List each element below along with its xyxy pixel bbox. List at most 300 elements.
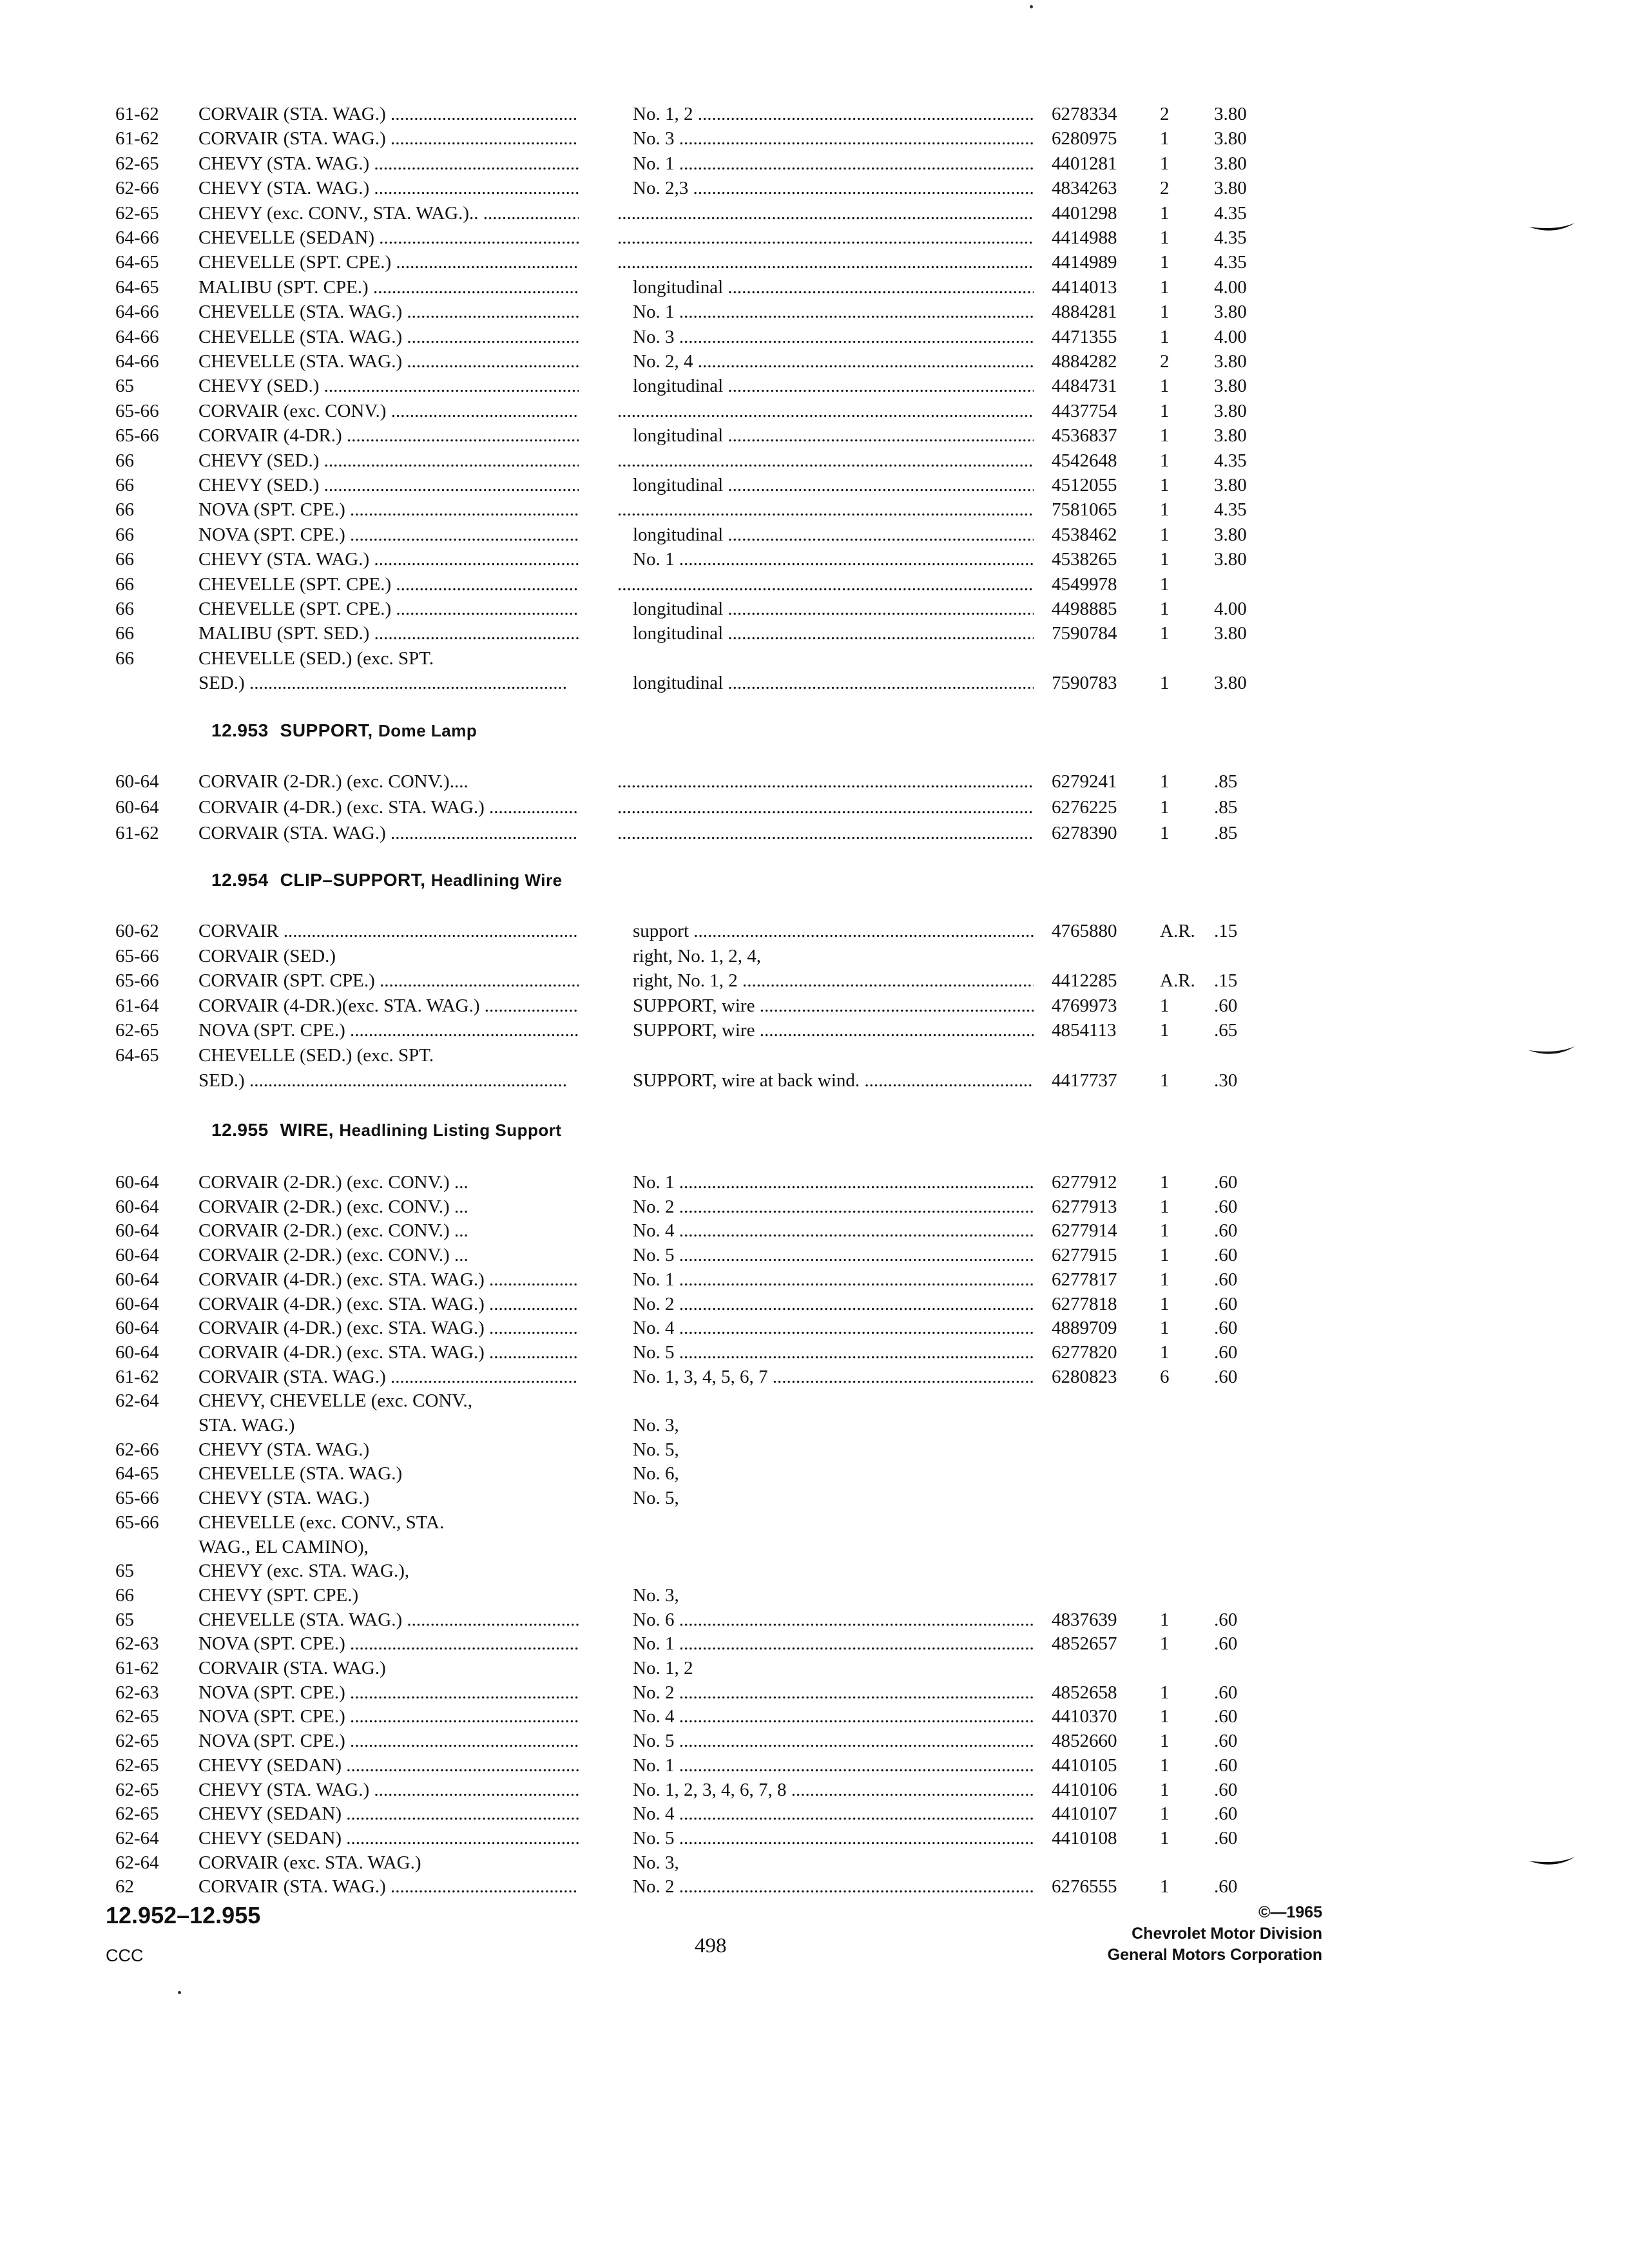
year-range: 66 [115,599,134,619]
part-number: 4889709 [1052,1318,1117,1339]
quantity: 1 [1160,1269,1170,1290]
year-range: 61-62 [115,823,159,843]
year-range: 60-62 [115,921,159,941]
corporation-name: General Motors Corporation [1107,1946,1322,1964]
model-name: CORVAIR (4-DR.) ..... [198,423,579,448]
model-name: CORVAIR (2-DR.) (exc. CONV.) ... [198,1220,468,1242]
quantity: 1 [1160,227,1170,248]
year-range: 66 [115,648,134,669]
part-description: No. 4 ..... [633,1218,1034,1243]
model-name: CORVAIR (STA. WAG.) ..... [198,1365,579,1389]
model-name: CHEVY (exc. STA. WAG.), [198,1561,410,1582]
price: 4.35 [1214,499,1247,521]
quantity: 1 [1160,425,1170,447]
model-name: CORVAIR (STA. WAG.) ..... [198,102,579,126]
part-description: No. 1 ..... [633,547,1034,572]
part-number: 4414989 [1052,252,1117,273]
model-name: CHEVY (STA. WAG.) ..... [198,176,579,200]
copyright-year: ©—1965 [1258,1903,1322,1921]
model-name: CORVAIR (SPT. CPE.) ..... [198,968,579,993]
part-description [617,795,1034,820]
part-number: 4538462 [1052,524,1117,545]
year-range: 60-64 [115,1245,159,1266]
section-number: 12.955 [211,1120,269,1140]
part-number: 6277912 [1052,1172,1117,1193]
section-title: CLIP–SUPPORT, [280,870,426,890]
price: .60 [1214,1731,1238,1752]
part-number: 4837639 [1052,1609,1117,1630]
part-description: No. 2,3 ..... [633,176,1034,200]
quantity: 1 [1160,1220,1170,1242]
quantity: 1 [1160,823,1170,843]
model-name: CHEVY (STA. WAG.) [198,1439,370,1460]
part-number: 6279241 [1052,771,1117,792]
year-range: 65 [115,1609,134,1630]
year-range: 60-64 [115,797,159,818]
part-number: 4410370 [1052,1706,1117,1727]
section-title: WIRE, [280,1120,334,1140]
part-description: No. 5, [633,1488,679,1509]
year-range: 60-64 [115,1220,159,1242]
quantity: 2 [1160,104,1170,124]
part-number: 4437754 [1052,400,1117,421]
quantity: 1 [1160,1754,1170,1776]
price: .60 [1214,1682,1238,1703]
part-number: 6277820 [1052,1341,1117,1363]
model-name: CORVAIR (STA. WAG.) ..... [198,821,579,845]
quantity: 1 [1160,1827,1170,1849]
model-name: NOVA (SPT. CPE.) ..... [198,1729,579,1753]
year-range: 65 [115,376,134,397]
price: 4.35 [1214,252,1247,273]
part-number: 4410107 [1052,1803,1117,1825]
model-name: CORVAIR (exc. STA. WAG.) [198,1852,421,1873]
model-name: CHEVY (SEDAN) ..... [198,1826,579,1850]
quantity: 1 [1160,276,1170,298]
price: 3.80 [1214,153,1247,174]
part-number: 4498885 [1052,599,1117,619]
quantity: 1 [1160,1318,1170,1339]
part-description: SUPPORT, wire ..... [633,1018,1034,1043]
price: .60 [1214,1779,1238,1800]
model-name: CHEVY (STA. WAG.) ..... [198,1778,579,1802]
quantity: A.R. [1160,970,1195,992]
price: 4.35 [1214,227,1247,248]
part-number: 6277817 [1052,1269,1117,1290]
quantity: 1 [1160,128,1170,149]
year-range: 62-63 [115,1682,159,1703]
year-range: 64-65 [115,276,159,298]
model-name: CHEVELLE (exc. CONV., STA. [198,1512,445,1533]
quantity: 1 [1160,995,1170,1016]
model-name: CHEVELLE (STA. WAG.) ..... [198,300,579,324]
price: 3.80 [1214,673,1247,694]
model-name: CORVAIR (SED.) [198,945,336,966]
quantity: 1 [1160,302,1170,323]
part-description [617,226,1034,250]
model-name: CORVAIR (4-DR.) (exc. STA. WAG.) ..... [198,795,579,820]
quantity: 1 [1160,499,1170,521]
price: 4.35 [1214,450,1247,471]
part-description [617,821,1034,845]
part-number: 4401281 [1052,153,1117,174]
part-number: 4401298 [1052,202,1117,224]
price: .15 [1214,970,1238,992]
price: .30 [1214,1070,1238,1091]
year-range: 65-66 [115,1512,159,1533]
model-name: CHEVELLE (SED.) (exc. SPT. [198,1045,434,1066]
part-number: 4549978 [1052,573,1117,595]
part-number: 6278334 [1052,104,1117,124]
part-number: 6277915 [1052,1245,1117,1266]
model-name: CHEVY (SEDAN) ..... [198,1753,579,1778]
price: 3.80 [1214,524,1247,545]
model-name: CHEVY (SED.) ..... [198,448,579,473]
part-number: 4769973 [1052,995,1117,1016]
part-number: 4412285 [1052,970,1117,992]
year-range: 61-62 [115,1658,159,1678]
model-name: CHEVELLE (SPT. CPE.) ..... [198,250,579,274]
model-name: CHEVELLE (SEDAN) ..... [198,226,579,250]
year-range: 62-65 [115,153,159,174]
section-heading-12-954 [211,870,563,890]
year-range: 65-66 [115,970,159,992]
quantity: 2 [1160,351,1170,372]
quantity: 1 [1160,252,1170,273]
price: 3.80 [1214,400,1247,421]
year-range: 62-66 [115,1439,159,1460]
year-range: 62-65 [115,1803,159,1825]
model-name: WAG., EL CAMINO), [198,1536,369,1557]
part-number: 4410105 [1052,1754,1117,1776]
part-description: No. 1 ..... [633,1631,1034,1656]
model-name: CHEVELLE (STA. WAG.) ..... [198,1608,579,1632]
part-description: longitudinal ..... [633,275,1034,300]
year-range: 64-65 [115,252,159,273]
year-range: 66 [115,1584,134,1606]
part-description [617,769,1034,794]
part-description [617,572,1034,597]
part-number: 4410106 [1052,1779,1117,1800]
price: .60 [1214,1172,1238,1193]
year-range: 65-66 [115,945,159,966]
price: .60 [1214,1706,1238,1727]
year-range: 62-65 [115,202,159,224]
year-range: 66 [115,450,134,471]
model-name: CORVAIR (4-DR.)(exc. STA. WAG.) ..... [198,994,579,1018]
part-description: No. 2 ..... [633,1292,1034,1316]
price: 3.80 [1214,351,1247,372]
year-range: 65-66 [115,425,159,447]
price: 3.80 [1214,104,1247,124]
quantity: 1 [1160,1803,1170,1825]
part-number: 4852658 [1052,1682,1117,1703]
year-range: 62-65 [115,1020,159,1041]
part-description [617,250,1034,274]
part-description [617,497,1034,522]
part-description: No. 6, [633,1463,679,1485]
part-number: 4484731 [1052,376,1117,397]
quantity: 1 [1160,1609,1170,1630]
part-description: longitudinal ..... [633,473,1034,497]
part-number: 4852660 [1052,1731,1117,1752]
year-range: 62-65 [115,1754,159,1776]
model-name: CORVAIR (exc. CONV.) ..... [198,399,579,423]
part-description: SUPPORT, wire at back wind. ..... [633,1068,1034,1093]
copyright-block [1108,1902,1322,1966]
quantity: 1 [1160,524,1170,545]
part-description: No. 4 ..... [633,1316,1034,1340]
model-name: MALIBU (SPT. SED.) ..... [198,621,579,646]
quantity: 1 [1160,1731,1170,1752]
part-number: 4414013 [1052,276,1117,298]
part-description: No. 1, 2, 3, 4, 6, 7, 8 ..... [633,1778,1034,1802]
part-description: right, No. 1, 2, 4, [633,945,761,966]
model-name: CHEVELLE (SED.) (exc. SPT. [198,648,434,669]
year-range: 64-66 [115,326,159,347]
model-name: CHEVY (STA. WAG.) [198,1488,370,1509]
year-range: 60-64 [115,1341,159,1363]
part-number: 7590783 [1052,673,1117,694]
page-range-label: 12.952–12.955 [106,1902,261,1928]
quantity: 1 [1160,623,1170,644]
price: 3.80 [1214,475,1247,495]
year-range: 66 [115,499,134,521]
year-range: 62-66 [115,178,159,199]
part-number: 4834263 [1052,178,1117,199]
price: .85 [1214,823,1238,843]
model-name: CORVAIR ..... [198,919,579,943]
model-name: CORVAIR (4-DR.) (exc. STA. WAG.) ..... [198,1267,579,1292]
part-number: 4854113 [1052,1020,1117,1041]
year-range: 65 [115,1561,134,1582]
model-name: CHEVELLE (SPT. CPE.) ..... [198,597,579,621]
model-name: CHEVY (SED.) ..... [198,473,579,497]
year-range: 60-64 [115,1196,159,1217]
year-range: 60-64 [115,1269,159,1290]
part-number: 4538265 [1052,549,1117,570]
quantity: 1 [1160,1706,1170,1727]
quantity: 1 [1160,1070,1170,1091]
quantity: 1 [1160,326,1170,347]
part-description: longitudinal ..... [633,671,1034,695]
quantity: 1 [1160,153,1170,174]
year-range: 64-66 [115,302,159,323]
section-heading-12-953 [211,720,477,741]
part-description: No. 1 ..... [633,1170,1034,1195]
model-name: CHEVY (SED.) ..... [198,374,579,398]
model-name: CORVAIR (2-DR.) (exc. CONV.) ... [198,1245,468,1266]
price: .60 [1214,1803,1238,1825]
model-name: CORVAIR (STA. WAG.) ..... [198,1874,579,1899]
part-description: longitudinal ..... [633,374,1034,398]
model-name: CHEVY (STA. WAG.) ..... [198,151,579,176]
part-description: No. 5 ..... [633,1243,1034,1267]
model-name: CHEVY (exc. CONV., STA. WAG.).. ..... [198,201,579,226]
part-description: No. 5, [633,1439,679,1460]
part-description: No. 3 ..... [633,126,1034,151]
part-description: No. 1 ..... [633,1753,1034,1778]
year-range: 65-66 [115,1488,159,1509]
speck-mark [178,1991,181,1994]
part-number: 4414988 [1052,227,1117,248]
quantity: 1 [1160,1341,1170,1363]
year-range: 61-62 [115,128,159,149]
price: .60 [1214,1341,1238,1363]
quantity: 1 [1160,599,1170,619]
model-name: CHEVY (SPT. CPE.) [198,1584,359,1606]
quantity: 1 [1160,573,1170,595]
section-subtitle: Dome Lamp [378,721,477,740]
model-name: SED.) ..... [198,1068,579,1093]
year-range: 64-65 [115,1463,159,1485]
part-number: 7581065 [1052,499,1117,521]
part-number: 6280823 [1052,1366,1117,1387]
part-number: 4542648 [1052,450,1117,471]
part-description: No. 2, 4 ..... [633,349,1034,374]
part-description: longitudinal ..... [633,621,1034,646]
price: .60 [1214,1609,1238,1630]
quantity: 1 [1160,1876,1170,1898]
price: .15 [1214,921,1238,941]
page-number: 498 [695,1934,727,1957]
price: 3.80 [1214,376,1247,397]
price: 4.00 [1214,326,1247,347]
year-range: 64-66 [115,227,159,248]
price: 3.80 [1214,178,1247,199]
year-range: 66 [115,573,134,595]
speck-mark [1030,5,1033,8]
section-heading-12-955 [211,1120,562,1140]
model-name: MALIBU (SPT. CPE.) ..... [198,275,579,300]
year-range: 60-64 [115,771,159,792]
model-name: CORVAIR (4-DR.) (exc. STA. WAG.) ..... [198,1292,579,1316]
model-name: CORVAIR (STA. WAG.) ..... [198,126,579,151]
price: .60 [1214,1366,1238,1387]
part-description: No. 5 ..... [633,1340,1034,1365]
year-range: 64-65 [115,1045,159,1066]
part-description: No. 3, [633,1852,679,1873]
part-description: No. 2 ..... [633,1195,1034,1219]
part-description: No. 1, 2 [633,1658,693,1678]
quantity: 1 [1160,400,1170,421]
quantity: 1 [1160,1196,1170,1217]
part-description: No. 1, 2 ..... [633,102,1034,126]
part-number: 6278390 [1052,823,1117,843]
binding-mark-icon [1528,1045,1575,1058]
year-range: 61-64 [115,995,159,1016]
model-name: CHEVY (STA. WAG.) ..... [198,547,579,572]
model-name: CORVAIR (4-DR.) (exc. STA. WAG.) ..... [198,1340,579,1365]
quantity: 1 [1160,797,1170,818]
model-name: CORVAIR (2-DR.) (exc. CONV.) ... [198,1196,468,1217]
year-range: 62-63 [115,1633,159,1655]
part-number: 4884282 [1052,351,1117,372]
part-number: 4765880 [1052,921,1117,941]
price: .60 [1214,1876,1238,1898]
model-name: CHEVY (SEDAN) ..... [198,1802,579,1826]
quantity: 1 [1160,202,1170,224]
part-number: 4417737 [1052,1070,1117,1091]
part-number: 4471355 [1052,326,1117,347]
part-description: No. 1 ..... [633,151,1034,176]
part-description: longitudinal ..... [633,523,1034,547]
part-number: 6277818 [1052,1293,1117,1314]
part-number: 6277914 [1052,1220,1117,1242]
model-name: CHEVELLE (STA. WAG.) [198,1463,403,1485]
part-number: 6280975 [1052,128,1117,149]
year-range: 66 [115,475,134,495]
binding-mark-icon [1528,222,1575,235]
part-description: longitudinal ..... [633,423,1034,448]
binding-mark-icon [1528,1856,1575,1869]
division-name: Chevrolet Motor Division [1132,1925,1322,1943]
year-range: 62-65 [115,1706,159,1727]
price: .60 [1214,1633,1238,1655]
model-name: STA. WAG.) [198,1415,295,1436]
part-description: No. 5 ..... [633,1826,1034,1850]
year-range: 66 [115,623,134,644]
price: 3.80 [1214,302,1247,323]
part-description: SUPPORT, wire ..... [633,994,1034,1018]
year-range: 60-64 [115,1172,159,1193]
part-number: 6277913 [1052,1196,1117,1217]
part-description: No. 2 ..... [633,1874,1034,1899]
model-name: CHEVELLE (STA. WAG.) ..... [198,325,579,349]
price: .85 [1214,771,1238,792]
quantity: 1 [1160,475,1170,495]
model-name: SED.) ..... [198,671,579,695]
quantity: 1 [1160,1245,1170,1266]
year-range: 62-65 [115,1731,159,1752]
year-range: 65-66 [115,400,159,421]
quantity: 1 [1160,771,1170,792]
part-description: No. 2 ..... [633,1680,1034,1705]
price: .60 [1214,1196,1238,1217]
price: 4.00 [1214,599,1247,619]
price: 3.80 [1214,128,1247,149]
quantity: 1 [1160,1779,1170,1800]
price: .60 [1214,1245,1238,1266]
section-number: 12.954 [211,870,269,890]
part-number: 4852657 [1052,1633,1117,1655]
price: .60 [1214,1318,1238,1339]
price: .85 [1214,797,1238,818]
part-description [617,399,1034,423]
quantity: 1 [1160,549,1170,570]
model-name: CHEVY, CHEVELLE (exc. CONV., [198,1390,473,1412]
model-name: NOVA (SPT. CPE.) ..... [198,1704,579,1729]
model-name: CORVAIR (STA. WAG.) [198,1658,386,1678]
section-number: 12.953 [211,720,269,740]
model-name: CHEVELLE (STA. WAG.) ..... [198,349,579,374]
price: .65 [1214,1020,1238,1041]
year-range: 66 [115,524,134,545]
quantity: 1 [1160,1633,1170,1655]
model-name: CORVAIR (2-DR.) (exc. CONV.) ... [198,1172,468,1193]
part-description: right, No. 1, 2 ..... [633,968,1034,993]
price: .60 [1214,1754,1238,1776]
year-range: 64-66 [115,351,159,372]
quantity: 1 [1160,1172,1170,1193]
year-range: 62-64 [115,1390,159,1412]
model-name: NOVA (SPT. CPE.) ..... [198,1680,579,1705]
year-range: 66 [115,549,134,570]
part-description: No. 3, [633,1584,679,1606]
price: 3.80 [1214,623,1247,644]
section-subtitle: Headlining Listing Support [339,1120,562,1140]
part-description: No. 1 ..... [633,300,1034,324]
